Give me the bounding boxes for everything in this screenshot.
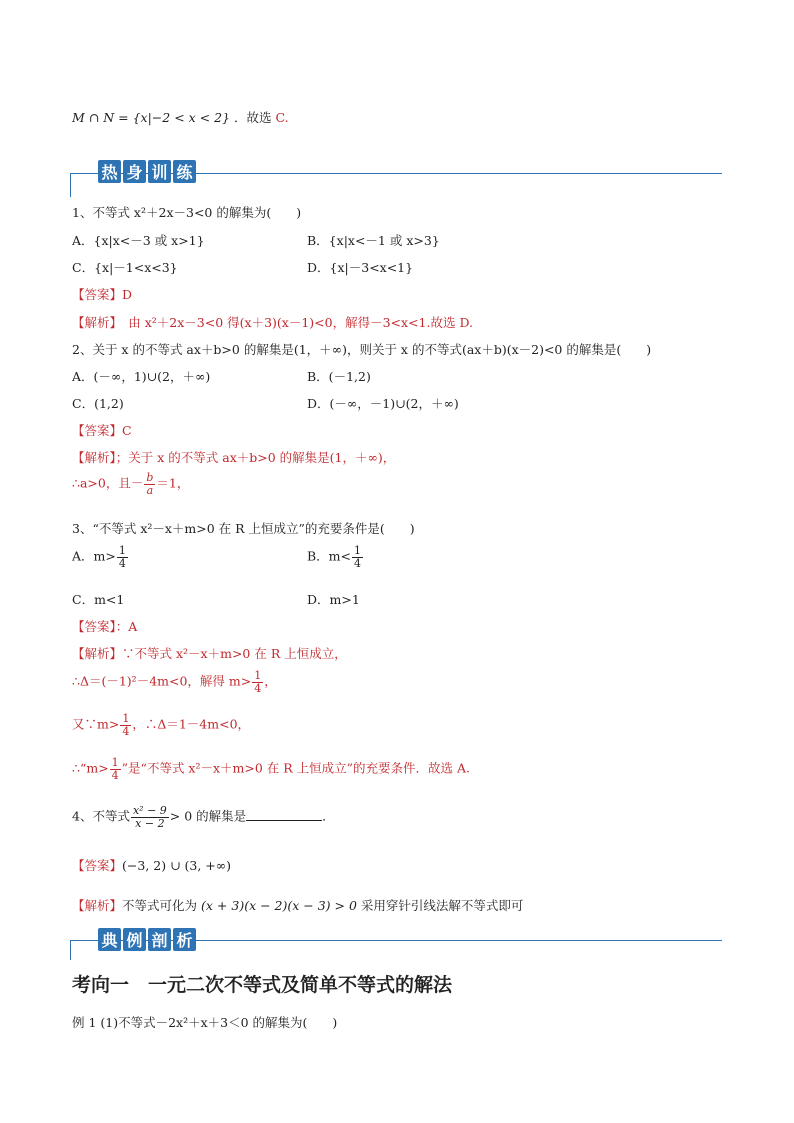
q4-stem xyxy=(72,805,335,829)
fraction-denominator: 4 xyxy=(111,768,119,782)
banner-char: 例 xyxy=(123,928,146,951)
top-line-choice: C. xyxy=(275,110,289,125)
section-banner-warmup xyxy=(98,160,196,183)
section-hook-examples xyxy=(70,940,71,960)
q4-stem-prefix: 4、不等式 xyxy=(72,808,130,824)
top-line xyxy=(72,108,289,126)
topic-heading: 考向一 一元二次不等式及简单不等式的解法 xyxy=(72,974,453,996)
q2-option-d: D．(－∞，－1)∪(2，＋∞) xyxy=(307,396,459,411)
answer-value: D xyxy=(122,287,133,302)
analysis-text: ；关于 x 的不等式 ax＋b>0 的解集是(1，＋∞)， xyxy=(115,450,396,465)
analysis-line2-a: ∴a>0，且－ xyxy=(72,475,144,491)
fraction-numerator: 1 xyxy=(254,669,262,682)
q1-option-c: C．{x|－1<x<3} xyxy=(72,260,178,275)
set-expression: M ∩ N = {x|−2 < x < 2} xyxy=(72,110,231,125)
q2-stem: 2、关于 x 的不等式 ax＋b>0 的解集是(1，＋∞)，则关于 x 的不等式(ax＋b)(x－2)<0 的解集是( ) xyxy=(72,342,652,357)
answer-tag: 【答案】 xyxy=(72,287,123,302)
banner-char: 训 xyxy=(148,160,171,183)
q1-analysis xyxy=(72,313,473,331)
q3-analysis-line4 xyxy=(72,757,470,781)
q2-option-b: B．(－1,2) xyxy=(307,369,371,384)
banner-char: 典 xyxy=(98,928,121,951)
banner-char: 练 xyxy=(173,160,196,183)
answer-blank[interactable] xyxy=(246,808,322,821)
q3-analysis-line2: ∴Δ＝(－1)²－4m<0，解得 m> $\frac{1}{4}$ ， xyxy=(72,669,277,695)
top-line-suffix: ．故选 xyxy=(234,110,272,125)
q4-stem-suffix: > 0 的解集是 xyxy=(169,808,247,824)
fraction-denominator: 4 xyxy=(122,724,130,738)
fraction xyxy=(110,757,121,781)
analysis-line3-b: ，∴Δ＝1－4m<0， xyxy=(132,716,251,732)
analysis-tag: 【解析】 xyxy=(72,646,123,661)
analysis-prefix: 不等式可化为 xyxy=(122,898,198,913)
answer-tag: 【答案】 xyxy=(72,423,123,438)
fraction-numerator: 1 xyxy=(354,544,362,557)
q1-option-b: B．{x|x<－1 或 x>3} xyxy=(307,233,440,248)
answer-tag: 【答案】 xyxy=(72,858,123,873)
fraction-denominator: 4 xyxy=(118,556,126,570)
q3-option-c: C．m<1 xyxy=(72,592,125,607)
analysis-tag: 【解析】 xyxy=(72,315,116,330)
section-banner-examples xyxy=(98,928,196,951)
analysis-suffix: 采用穿针引线法解不等式即可 xyxy=(360,898,524,913)
q2-answer xyxy=(72,421,132,439)
q3-analysis-line3 xyxy=(72,713,250,737)
fraction xyxy=(352,545,363,569)
analysis-text: 由 x²＋2x－3<0 得(x＋3)(x－1)<0，解得－3<x<1.故选 D. xyxy=(115,315,473,330)
analysis-line4-a: ∴“m> xyxy=(72,760,109,776)
fraction xyxy=(131,805,169,829)
answer-value: (−3, 2) ∪ (3, +∞) xyxy=(122,858,232,873)
fraction-denominator: a xyxy=(146,483,154,497)
q3-option-a xyxy=(72,545,129,569)
fraction-denominator: 4 xyxy=(254,681,262,695)
q2-analysis xyxy=(72,448,395,466)
fraction-numerator: x² − 9 xyxy=(132,804,167,817)
q3-answer xyxy=(72,617,137,635)
q1-answer xyxy=(72,285,132,303)
q2-analysis-line2 xyxy=(72,472,189,496)
option-b-prefix: B．m< xyxy=(307,548,352,564)
q3-option-b xyxy=(307,545,364,569)
q2-option-c: C．(1,2) xyxy=(72,396,124,411)
option-a-prefix: A．m> xyxy=(72,548,116,564)
fraction-numerator: b xyxy=(146,471,154,484)
fraction xyxy=(252,670,263,694)
q2-option-a: A．(－∞，1)∪(2，＋∞) xyxy=(72,369,211,384)
fraction-denominator: x − 2 xyxy=(135,816,165,830)
fraction xyxy=(117,545,128,569)
banner-char: 身 xyxy=(123,160,146,183)
analysis-line3-a: 又∵m> xyxy=(72,716,120,732)
analysis-line4-b: ”是“不等式 x²－x＋m>0 在 R 上恒成立”的充要条件．故选 A. xyxy=(121,760,471,776)
banner-char: 析 xyxy=(173,928,196,951)
analysis-tag: 【解析】 xyxy=(72,450,116,465)
analysis-line2: ∴Δ＝(－1)²－4m<0，解得 m> xyxy=(72,673,252,689)
banner-char: 热 xyxy=(98,160,121,183)
analysis-text: ∵不等式 x²－x＋m>0 在 R 上恒成立， xyxy=(122,646,347,661)
fraction-numerator: 1 xyxy=(118,544,126,557)
analysis-math: (x + 3)(x − 2)(x − 3) > 0 xyxy=(201,898,357,913)
analysis-line2-b: ＝1， xyxy=(156,475,190,491)
q3-option-d: D．m>1 xyxy=(307,592,360,607)
q3-analysis xyxy=(72,644,347,662)
example-1-stem: 例 1 (1)不等式－2x²＋x＋3＜0 的解集为( ) xyxy=(72,1015,338,1030)
answer-value: C xyxy=(122,423,132,438)
q4-analysis xyxy=(72,896,523,914)
answer-value: ：A xyxy=(115,619,138,634)
q1-stem: 1、不等式 x²＋2x－3<0 的解集为( ) xyxy=(72,205,302,220)
section-hook-warmup xyxy=(70,173,71,197)
fraction-numerator: 1 xyxy=(122,712,130,725)
q4-answer xyxy=(72,856,231,874)
fraction-numerator: 1 xyxy=(111,756,119,769)
answer-tag: 【答案】 xyxy=(72,619,116,634)
fraction-denominator: 4 xyxy=(354,556,362,570)
fraction xyxy=(144,472,155,496)
fraction xyxy=(120,713,131,737)
analysis-tag: 【解析】 xyxy=(72,898,123,913)
banner-char: 剖 xyxy=(148,928,171,951)
q1-option-d: D．{x|－3<x<1} xyxy=(307,260,414,275)
q3-stem: 3、“不等式 x²－x＋m>0 在 R 上恒成立”的充要条件是( ) xyxy=(72,521,415,536)
q1-option-a: A．{x|x<－3 或 x>1} xyxy=(72,233,205,248)
q4-period: ． xyxy=(322,808,335,824)
